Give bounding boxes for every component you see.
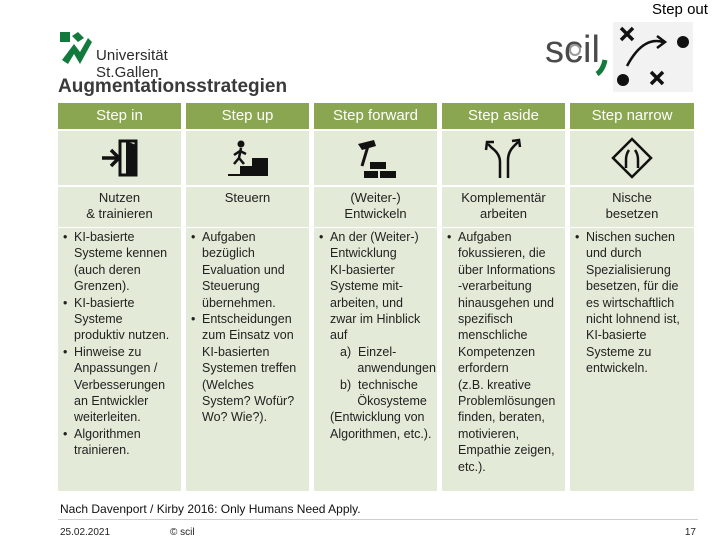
column-header: Step narrow [570,103,694,129]
column-header: Step aside [442,103,565,129]
body-line: Wo? Wie?). [202,410,268,425]
bullet-item: • KI-basierte [60,229,178,245]
body-line: Spezialisierung [586,262,671,277]
body-line: Anpassungen / [74,361,158,376]
body-line: hinausgehen und [458,295,554,310]
body-line: finden, beraten, [458,410,545,425]
column-header: Step up [186,103,309,129]
column-subtitle [186,187,309,227]
subtitle-line: Komplementär [461,190,546,205]
body-line: Verbesserungen [74,377,166,392]
body-line: (auch deren [74,262,141,277]
bullet-item: • Algorithmen [60,426,178,442]
bullet-item: • Entscheidungen [188,311,306,327]
icon-cell [58,131,181,185]
body-line: Systeme kennen [74,246,168,261]
body-line: zwar im Hinblick [330,312,421,327]
body-line: fokussieren, die [458,246,546,261]
column-body [442,228,565,491]
column-body [58,228,181,491]
bullet-item: • Aufgaben [444,229,562,245]
body-line: spezifisch [458,312,513,327]
step-out-label: Step out [652,1,708,18]
body-line: (z.B. kreative [458,377,531,392]
subtitle-line: Steuern [224,190,271,205]
body-line: Problemlösungen [458,394,556,409]
icon-cell [186,131,309,185]
column-body [570,228,694,491]
body-line: -verarbeitung [458,279,532,294]
body-line: trainieren. [74,443,130,458]
body-line: motivieren, [458,426,520,441]
column-subtitle [314,187,437,227]
subtitle-line: (Weiter-) [350,190,401,205]
page-title: Augmentationsstrategien [58,76,288,97]
bullet-item: • Hinweise zu [60,344,178,360]
body-line: Evaluation und [202,262,285,277]
body-line: übernehmen. [202,295,276,310]
subtitle-line: Entwickeln [344,206,407,221]
body-line: an Entwickler [74,394,149,409]
subtitle-line: Nische [612,190,652,205]
body-line: bezüglich [202,246,255,261]
body-line: Systemen treffen [202,361,297,376]
body-line: Steuerung [202,279,260,294]
body-line: nicht lohnend ist, [586,312,680,327]
hsg-logo [58,30,228,81]
column-subtitle [58,187,181,227]
subtitle-line: besetzen [605,206,659,221]
body-line: Grenzen). [74,279,130,294]
body-line: und durch [586,246,642,261]
bullet-item: • KI-basierte [60,295,178,311]
body-line: besetzen, für die [586,279,679,294]
hammer-build-icon [352,136,400,180]
door-enter-icon [98,138,142,178]
body-line: Kompetenzen [458,344,536,359]
body-line: Systeme mit- [330,279,403,294]
body-line: menschliche [458,328,528,343]
bullet-item: • An der (Weiter-) [316,229,434,245]
scil-tactics-logo [545,22,695,92]
body-line: produktiv nutzen. [74,328,170,343]
column-header: Step in [58,103,181,129]
body-line: (Entwicklung von [330,410,425,425]
body-line: Systeme [74,312,123,327]
body-line: b) technische [340,377,418,392]
column-header: Step forward [314,103,437,129]
page-number: 17 [684,527,696,538]
body-line: arbeiten, und [330,295,403,310]
icon-cell [314,131,437,185]
narrow-road-sign-icon [610,136,654,180]
body-line: (Welches [202,377,254,392]
bullet-item: • Nischen suchen [572,229,691,245]
column-body [314,228,437,491]
subtitle-line: & trainieren [86,206,153,221]
scil-logo [545,22,695,92]
subtitle-line: arbeiten [480,206,527,221]
university-name: Universität St.Gallen [96,47,168,81]
footer-divider [58,519,698,520]
stairs-climber-icon [224,138,272,178]
body-line: zum Einsatz von [202,328,294,343]
body-line: Ökosysteme [340,394,427,409]
split-arrows-icon [482,136,526,180]
column-subtitle [570,187,694,227]
body-line: erfordern [458,361,509,376]
body-line: KI-basierter [330,262,395,277]
body-line: Entwicklung [330,246,397,261]
icon-cell [570,131,694,185]
footer-copyright: © scil [170,527,195,538]
column-body [186,228,309,491]
body-line: System? Wofür? [202,394,295,409]
icon-cell [442,131,565,185]
body-line: etc.). [458,459,486,474]
body-line: weiterleiten. [74,410,141,425]
source-note: Nach Davenport / Kirby 2016: Only Humans Need Apply. [60,502,361,516]
body-line: KI-basierten [202,344,270,359]
body-line: Systeme zu [586,344,652,359]
body-line: a) Einzel- [340,344,397,359]
svg-text:scil: scil [545,29,600,71]
bullet-item: • Aufgaben [188,229,306,245]
body-line: Algorithmen, etc.). [330,426,432,441]
body-line: KI-basierte [586,328,647,343]
column-subtitle [442,187,565,227]
body-line: es wirtschaftlich [586,295,675,310]
body-line: Empathie zeigen, [458,443,555,458]
hsg-emblem-icon [58,30,94,66]
subtitle-line: Nutzen [98,190,141,205]
footer-date: 25.02.2021 [60,527,111,538]
body-line: über Informations [458,262,556,277]
body-line: auf [330,328,348,343]
body-line: entwickeln. [586,361,648,376]
body-line: anwendungen [340,361,436,376]
